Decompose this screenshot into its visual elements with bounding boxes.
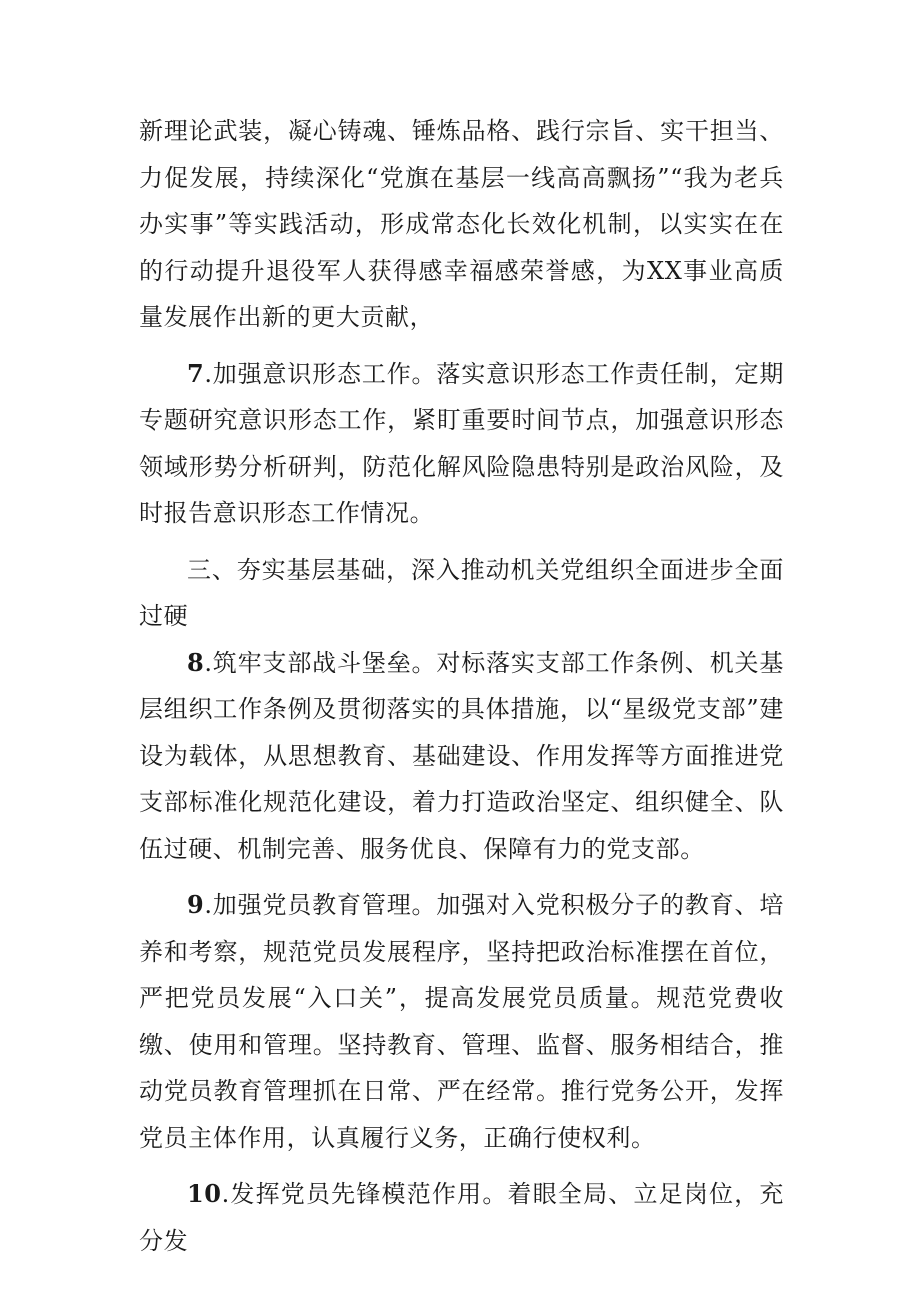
paragraph-item-9 [139, 882, 784, 1161]
paragraph-text: .加强党员教育管理。加强对入党积极分子的教育、培养和考察，规范党员发展程序，坚持把政治标准摆在首位，严把党员发展“入口关”，提高发展党员质量。规范党费收缴、使用和管理。坚持教育、管理、监督、服务相结合，推动党员教育管理抓在日常、严在经常。推行党务公开，发挥党员主体作用，认真履行义务，正确行使权利。 [139, 891, 784, 1152]
paragraph-text: .加强意识形态工作。落实意识形态工作责任制，定期专题研究意识形态工作，紧盯重要时间节点，加强意识形态领域形势分析研判，防范化解风险隐患特别是政治风险，及时报告意识形态工作情况。 [139, 359, 784, 527]
document-page [139, 108, 784, 1264]
paragraph-item-8 [139, 640, 784, 873]
paragraph-continuation: 新理论武装，凝心铸魂、锤炼品格、践行宗旨、实干担当、力促发展，持续深化“党旗在基层一线高高飘扬”“我为老兵办实事”等实践活动，形成常态化长效化机制，以实实在在的行动提升退役军人获得感幸福感荣誉感，为XX事业高质量发展作出新的更大贡献， [139, 117, 784, 331]
item-number: 8 [187, 647, 205, 677]
paragraph-text: .发挥党员先锋模范作用。着眼全局、立足岗位，充分发 [139, 1180, 784, 1255]
paragraph-item-10 [139, 1171, 784, 1264]
section-heading: 三、夯实基层基础，深入推动机关党组织全面进步全面过硬 [139, 555, 784, 630]
paragraph-item-7 [139, 351, 784, 537]
item-number: 7 [187, 358, 205, 388]
item-number: 10 [187, 1179, 222, 1208]
item-number: 9 [187, 890, 205, 919]
paragraph-text: .筑牢支部战斗堡垒。对标落实支部工作条例、机关基层组织工作条例及贯彻落实的具体措施，以“星级党支部”建设为载体，从思想教育、基础建设、作用发挥等方面推进党支部标准化规范化建设，着力打造政治坚定、组织健全、队伍过硬、机制完善、服务优良、保障有力的党支部。 [139, 648, 784, 863]
